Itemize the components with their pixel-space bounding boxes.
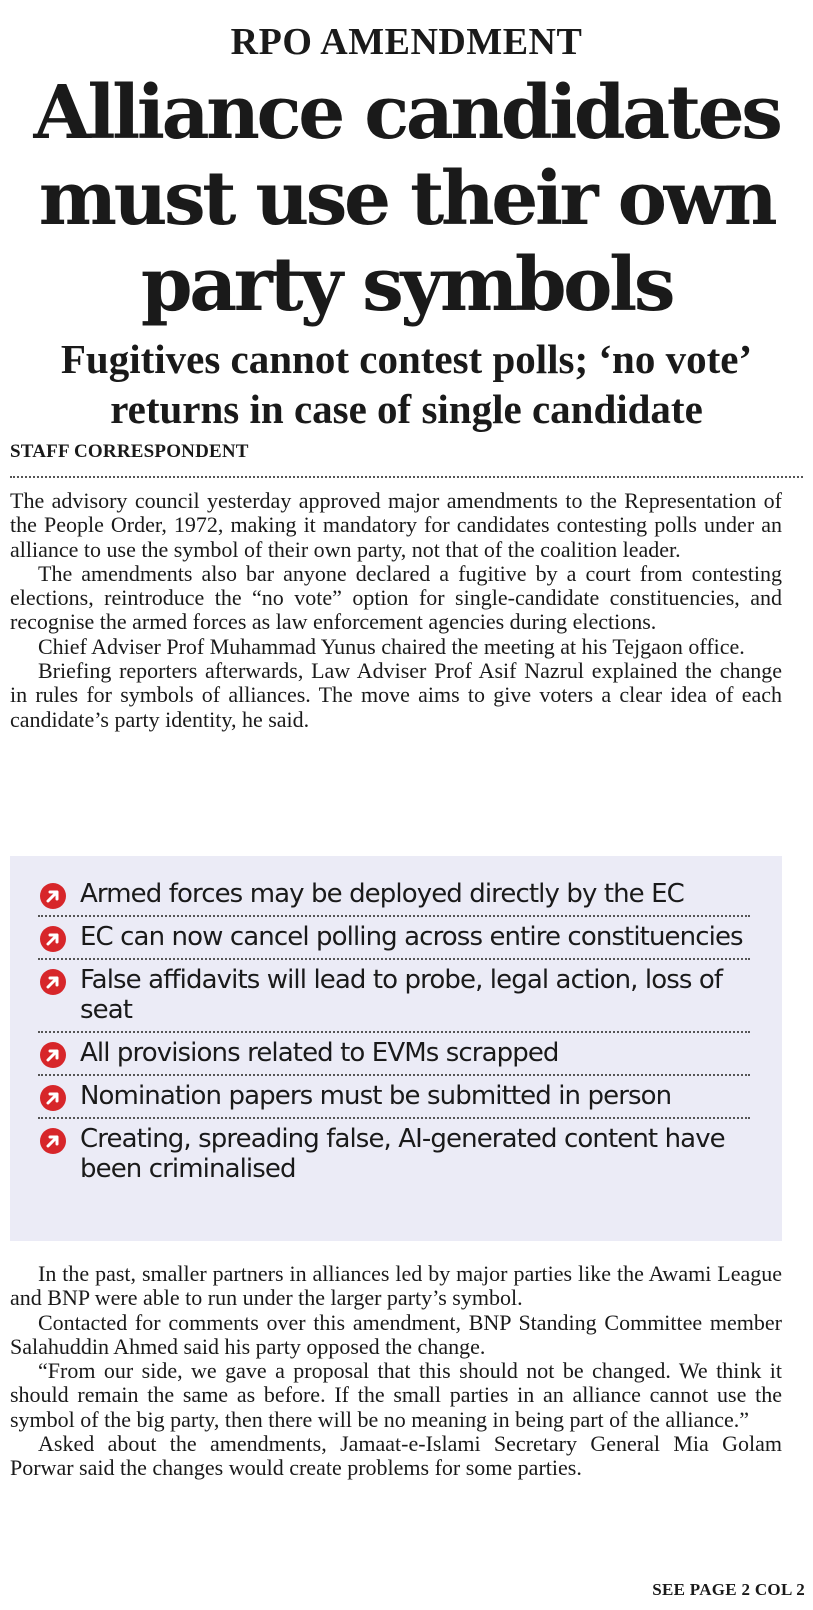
body-paragraph: In the past, smaller partners in alliances led by major parties like the Awami League and BNP were able to run under the larger party’s symbol. [10, 1261, 782, 1311]
fact-item [38, 917, 750, 960]
body-paragraph: Contacted for comments over this amendment, BNP Standing Committee member Salahuddin Ahmed said his party opposed the change. [10, 1309, 782, 1359]
arrow-up-right-icon [40, 1085, 66, 1111]
body-paragraph: Chief Adviser Prof Muhammad Yunus chaired the meeting at his Tejgaon office. [38, 633, 745, 659]
body-paragraph: The amendments also bar anyone declared a fugitive by a court from contesting elections, reintroduce the “no vote” option for single-candidate constituencies, and recognise the armed forces as law enforcement agencies during elections. [10, 560, 782, 635]
fact-text: Nomination papers must be submitted in person [80, 1081, 672, 1111]
continued-jump-line: SEE PAGE 2 COL 2 [652, 1580, 805, 1599]
fact-item [38, 874, 750, 917]
article-body-bottom [10, 1262, 782, 1481]
fact-text: False affidavits will lead to probe, legal action, loss of seat [80, 965, 723, 1025]
fact-text: All provisions related to EVMs scrapped [80, 1038, 559, 1068]
body-paragraph: Briefing reporters afterwards, Law Adviser Prof Asif Nazrul explained the change in rules for symbols of alliances. The move aims to give voters a clear idea of each candidate’s party identity, he said. [10, 658, 782, 732]
headline-line: Alliance candidates [33, 70, 780, 156]
kicker: RPO AMENDMENT [230, 21, 583, 63]
fact-item [38, 1033, 750, 1076]
fact-text: Armed forces may be deployed directly by the EC [80, 879, 684, 909]
byline: STAFF CORRESPONDENT [10, 441, 249, 462]
headline-line: party symbols [140, 242, 673, 328]
headline [0, 70, 813, 328]
body-paragraph: The advisory council yesterday approved major amendments to the Representation of the People Order, 1972, making it mandatory for candidates contesting polls under an alliance to use the symbol of their own party, not that of the coalition leader. [10, 488, 782, 562]
arrow-up-right-icon [40, 969, 66, 995]
fact-box [10, 856, 782, 1241]
arrow-up-right-icon [40, 883, 66, 909]
fact-item [38, 1076, 750, 1119]
fact-text: EC can now cancel polling across entire constituencies [80, 922, 743, 952]
deck-line: returns in case of single candidate [110, 386, 703, 432]
fact-item [38, 960, 750, 1033]
arrow-up-right-icon [40, 926, 66, 952]
body-paragraph: Asked about the amendments, Jamaat-e-Islami Secretary General Mia Golam Porwar said the changes would create problems for some parties. [10, 1431, 782, 1481]
arrow-up-right-icon [40, 1042, 66, 1068]
arrow-up-right-icon [40, 1128, 66, 1154]
deck-line: Fugitives cannot contest polls; ‘no vote’ [60, 336, 753, 382]
article-body-top [10, 489, 782, 732]
fact-text: Creating, spreading false, AI-generated content have been criminalised [80, 1124, 725, 1184]
body-paragraph: “From our side, we gave a proposal that this should not be changed. We think it should remain the same as before. If the small parties in an alliance cannot use the symbol of the big party, then there will be no meaning in being part of the alliance.” [10, 1358, 782, 1432]
fact-item [38, 1119, 750, 1190]
headline-line: must use their own [38, 156, 775, 242]
fact-list [38, 874, 750, 1190]
deck [0, 334, 813, 434]
byline-divider [10, 476, 803, 478]
